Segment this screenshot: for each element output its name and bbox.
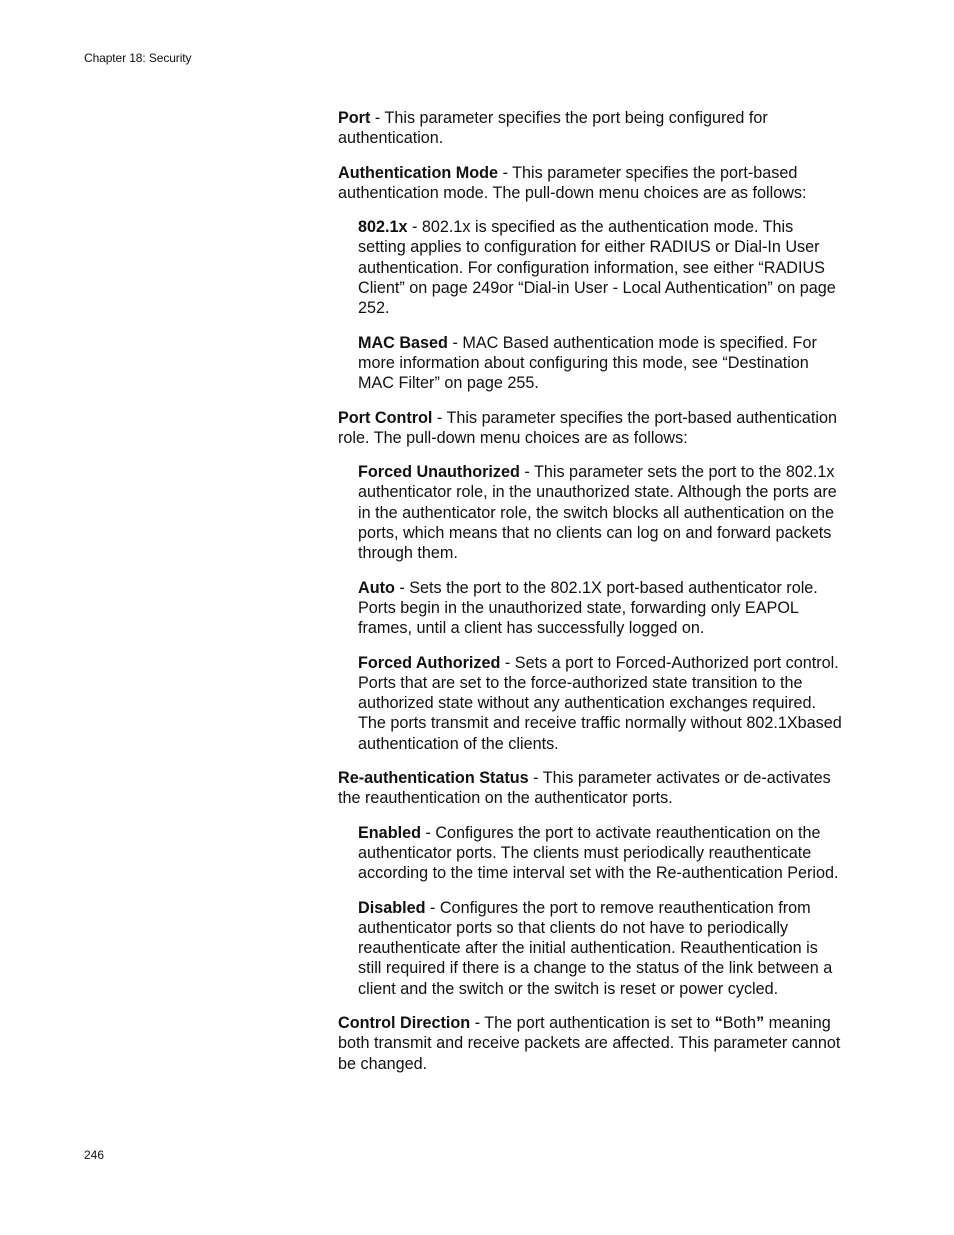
term-8021x: 802.1x [358,218,408,237]
option-forced-unauthorized [358,462,844,563]
option-mac-based [358,333,844,394]
option-forced-authorized [358,653,844,754]
param-control-direction [338,1013,844,1074]
desc-authentication-mode: - This parameter specifies the port-based authentication mode. The pull-down menu choices are as follows: [338,163,807,202]
term-mac-based: MAC Based [358,333,448,352]
desc-control-direction-before: - The port authentication is set to [470,1013,715,1032]
desc-forced-authorized: - Sets a port to Forced-Authorized port control. Ports that are set to the force-authorized state transition to the authorized state without any authentication exchanges required. The ports transmit and receive traffic normally without 802.1Xbased authentication of the clients. [358,653,842,753]
term-forced-authorized: Forced Authorized [358,653,501,672]
term-port: Port [338,109,371,127]
param-port [338,108,844,149]
desc-8021x: - 802.1x is specified as the authentication mode. This setting applies to configuration for either RADIUS or Dial-In User authentication. For configuration information, see either “RADIUS Client” on page 249or “Dial-in User - Local Authentication” on page 252. [358,218,836,318]
desc-disabled: - Configures the port to remove reauthentication from authenticator ports so that clients do not have to periodically reauthenticate after the initial authentication. Reauthentication is still required if there is a change to the status of the link between a client and the switch or the switch is reset or power cycled. [358,898,833,998]
desc-control-direction-after: meaning both transmit and receive packets are affected. This parameter cannot be changed. [338,1013,841,1073]
desc-enabled: - Configures the port to activate reauthentication on the authenticator ports. The clients must periodically reauthenticate according to the time interval set with the Re-authentication Period. [358,823,839,883]
close-quote: ” [756,1013,765,1032]
term-disabled: Disabled [358,898,426,917]
param-authentication-mode [338,163,844,204]
desc-port: - This parameter specifies the port being configured for authentication. [338,109,768,148]
option-disabled [358,898,844,999]
running-header: Chapter 18: Security [84,51,192,65]
term-control-direction: Control Direction [338,1013,471,1032]
term-authentication-mode: Authentication Mode [338,163,499,182]
option-enabled [358,823,844,884]
value-both: Both [722,1013,757,1032]
desc-port-control: - This parameter specifies the port-based authentication role. The pull-down menu choices are as follows: [338,408,838,447]
page-number: 246 [84,1148,105,1162]
desc-mac-based: - MAC Based authentication mode is specified. For more information about configuring this mode, see “Destination MAC Filter” on page 255. [358,333,817,393]
option-auto [358,578,844,639]
term-port-control: Port Control [338,408,433,427]
term-forced-unauthorized: Forced Unauthorized [358,463,520,482]
term-auto: Auto [358,578,395,597]
param-port-control [338,408,844,449]
term-enabled: Enabled [358,823,421,842]
desc-forced-unauthorized: - This parameter sets the port to the 802.1x authenticator role, in the unauthorized state. Although the ports are in the authenticator role, the switch blocks all authentication on the ports, which means that no clients can log on and forward packets through them. [358,463,837,563]
body-content [338,108,844,1088]
desc-reauthentication-status: - This parameter activates or de-activates the reauthentication on the authenticator ports. [338,769,831,808]
open-quote: “ [714,1013,723,1032]
param-reauthentication-status [338,768,844,809]
term-reauthentication-status: Re-authentication Status [338,769,529,788]
desc-auto: - Sets the port to the 802.1X port-based authenticator role. Ports begin in the unauthorized state, forwarding only EAPOL frames, until a client has successfully logged on. [358,578,818,638]
option-8021x [358,217,844,318]
